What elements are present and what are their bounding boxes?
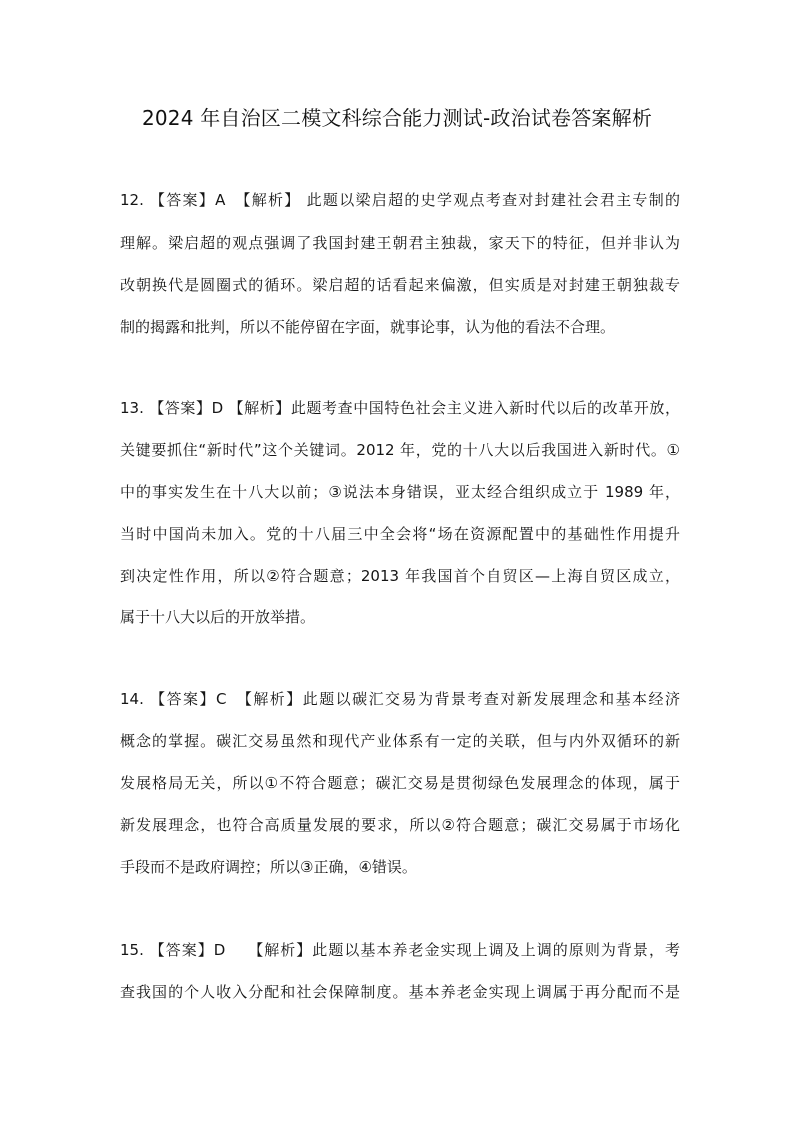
q13-line-1: 13. 【答案】D 【解析】此题考查中国特色社会主义进入新时代以后的改革开放， (120, 399, 680, 417)
q13-line-5: 到决定性作用，所以②符合题意；2013 年我国首个自贸区—上海自贸区成立， (120, 567, 680, 585)
q14-line-1: 14. 【答案】C 【解析】此题以碳汇交易为背景考查对新发展理念和基本经济 (120, 690, 680, 708)
q13-line-3: 中的事实发生在十八大以前；③说法本身错误，亚太经合组织成立于 1989 年， (120, 483, 680, 501)
q14-line-4: 新发展理念，也符合高质量发展的要求，所以②符合题意；碳汇交易属于市场化 (120, 816, 680, 834)
q13-line-4: 当时中国尚未加入。党的十八届三中全会将“场在资源配置中的基础性作用提升 (120, 525, 680, 543)
q15-line-1: 15. 【答案】D 【解析】此题以基本养老金实现上调及上调的原则为背景，考 (120, 941, 680, 959)
q13-line-2: 关键要抓住“新时代”这个关键词。2012 年，党的十八大以后我国进入新时代。① (120, 441, 680, 459)
q12-line-2: 理解。梁启超的观点强调了我国封建王朝君主独裁，家天下的特征，但并非认为 (120, 234, 680, 252)
q12-line-4: 制的揭露和批判，所以不能停留在字面，就事论事，认为他的看法不合理。 (120, 318, 616, 336)
q12-line-3: 改朝换代是圆圈式的循环。梁启超的话看起来偏激，但实质是对封建王朝独裁专 (120, 276, 680, 294)
q13-line-6: 属于十八大以后的开放举措。 (120, 608, 316, 626)
q15-line-2: 查我国的个人收入分配和社会保障制度。基本养老金实现上调属于再分配而不是 (120, 983, 680, 1001)
q14-line-2: 概念的掌握。碳汇交易虽然和现代产业体系有一定的关联，但与内外双循环的新 (120, 732, 680, 750)
page-title: 2024 年自治区二模文科综合能力测试-政治试卷答案解析 (141, 106, 653, 130)
q14-line-5: 手段而不是政府调控；所以③正确，④错误。 (120, 858, 417, 876)
q12-line-1: 12. 【答案】A 【解析】 此题以梁启超的史学观点考查对封建社会君主专制的 (120, 191, 680, 209)
q14-line-3: 发展格局无关，所以①不符合题意；碳汇交易是贯彻绿色发展理念的体现，属于 (120, 774, 680, 792)
